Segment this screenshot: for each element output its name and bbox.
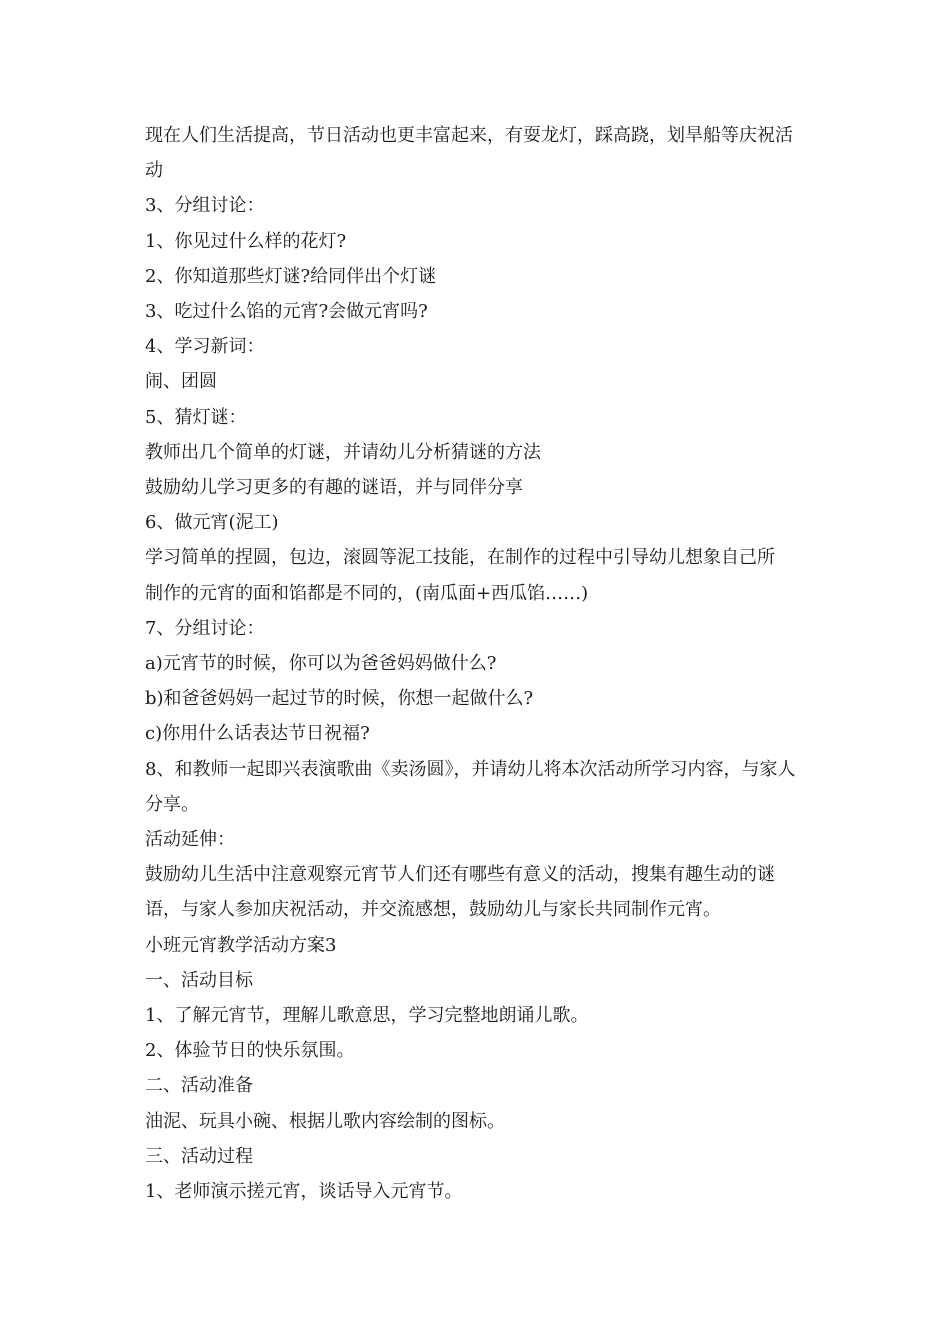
- section-heading: 一、活动目标: [145, 969, 253, 991]
- list-item: 1、你见过什么样的花灯?: [145, 230, 347, 252]
- list-item: b)和爸爸妈妈一起过节的时候，你想一起做什么?: [145, 688, 534, 710]
- section-heading: 7、分组讨论：: [145, 617, 265, 639]
- list-item: 1、了解元宵节，理解儿歌意思，学习完整地朗诵儿歌。: [145, 1005, 589, 1027]
- section-heading: 二、活动准备: [145, 1075, 253, 1097]
- section-heading: 6、做元宵(泥工): [145, 512, 279, 534]
- section-heading: 5、猜灯谜：: [145, 406, 247, 428]
- section-heading: 4、学习新词：: [145, 336, 265, 358]
- list-item: 2、你知道那些灯谜?给同伴出个灯谜: [145, 265, 437, 287]
- paragraph-line: 动: [145, 160, 163, 182]
- paragraph-line: 语，与家人参加庆祝活动，并交流感想，鼓励幼儿与家长共同制作元宵。: [145, 899, 721, 921]
- document-body: [145, 118, 810, 1209]
- paragraph-line: 现在人们生活提高，节日活动也更丰富起来，有耍龙灯，踩高跷，划旱船等庆祝活: [145, 125, 793, 146]
- paragraph-line: 教师出几个简单的灯谜，并请幼儿分析猜谜的方法: [145, 441, 541, 463]
- section-heading: 活动延伸：: [145, 829, 235, 851]
- document-title: 小班元宵教学活动方案3: [145, 934, 337, 956]
- list-item: c)你用什么话表达节日祝福?: [145, 723, 370, 745]
- list-item: 3、吃过什么馅的元宵?会做元宵吗?: [145, 301, 428, 323]
- section-heading: 8、和教师一起即兴表演歌曲《卖汤圆》，并请幼儿将本次活动所学习内容，与家人: [145, 758, 796, 780]
- list-item: 1、老师演示搓元宵，谈话导入元宵节。: [145, 1181, 463, 1203]
- paragraph-line: 鼓励幼儿学习更多的有趣的谜语，并与同伴分享: [145, 477, 523, 499]
- paragraph-line: 学习简单的捏圆，包边，滚圆等泥工技能，在制作的过程中引导幼儿想象自己所: [145, 547, 775, 569]
- paragraph-line: 分享。: [145, 793, 199, 815]
- paragraph-line: 制作的元宵的面和馅都是不同的，(南瓜面+西瓜馅……): [145, 582, 589, 604]
- list-item: a)元宵节的时候，你可以为爸爸妈妈做什么?: [145, 653, 497, 675]
- section-heading: 三、活动过程: [145, 1145, 253, 1167]
- section-heading: 3、分组讨论：: [145, 195, 265, 217]
- paragraph-line: 油泥、玩具小碗、根据儿歌内容绘制的图标。: [145, 1110, 505, 1132]
- paragraph-line: 鼓励幼儿生活中注意观察元宵节人们还有哪些有意义的活动，搜集有趣生动的谜: [145, 864, 775, 886]
- paragraph-line: 闹、团圆: [145, 371, 217, 393]
- list-item: 2、体验节日的快乐氛围。: [145, 1040, 355, 1062]
